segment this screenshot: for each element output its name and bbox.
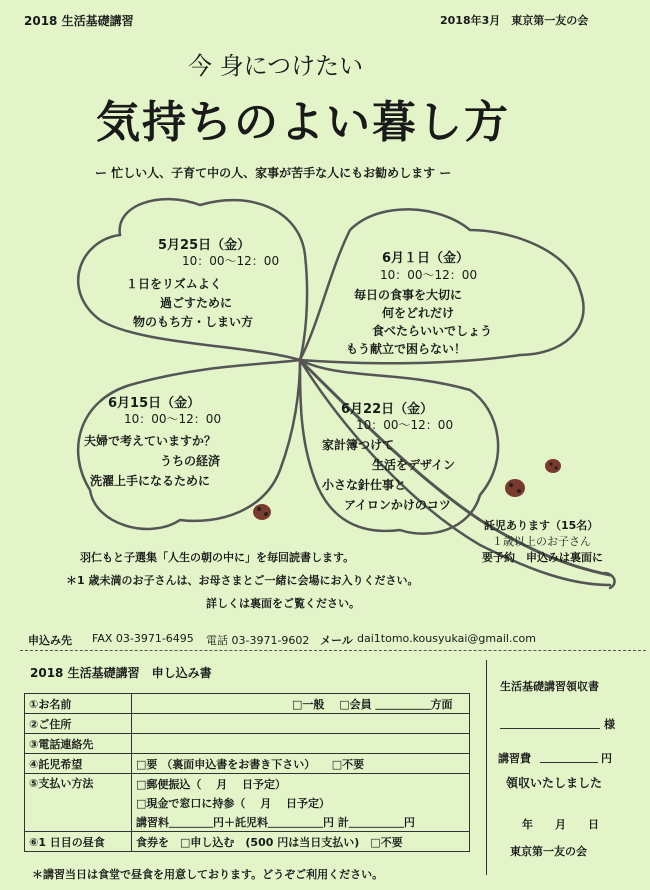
form-label: ③電話連絡先 (25, 734, 132, 754)
contact-tel: 電話 03-3971-9602 (206, 634, 310, 647)
header-left: 2018 生活基礎講習 (24, 14, 134, 28)
details-note: 詳しくは裏面をご覧ください。 (206, 597, 360, 610)
receipt-date: 年 月 日 (522, 818, 599, 831)
form-value[interactable]: 食券を □申し込む (500 円は当日支払い) □不要 (132, 832, 470, 852)
session-3-line: 夫婦で考えていますか？ (84, 434, 217, 448)
childcare-line2: 要予約 申込みは裏面に (482, 551, 603, 564)
session-1-line: １日をリズムよく (126, 277, 222, 291)
tagline: ー 忙しい人、子育て中の人、家事が苦手な人にもお勧めします ー (95, 166, 452, 180)
header-right: 2018年3月 東京第一友の会 (440, 14, 589, 27)
session-3-time: 10：00〜12：00 (124, 412, 222, 426)
session-1-time: 10：00〜12：00 (182, 254, 280, 268)
form-label: ①お名前 (25, 694, 132, 714)
form-label: ⑥1 日目の昼食 (25, 832, 132, 852)
form-row (25, 694, 470, 714)
form-value[interactable] (132, 734, 470, 754)
form-value[interactable]: □現金で窓口に持参（ 月 日予定） (132, 793, 470, 812)
ladybug-icon (505, 479, 525, 497)
form-label: ④託児希望 (25, 754, 132, 774)
session-4-date: 6月22日（金） (341, 402, 434, 417)
session-2-line: 毎日の食事を大切に (354, 288, 463, 302)
ladybug-icon (253, 504, 271, 520)
session-2-line: 食べたらいいでしょう (372, 324, 493, 338)
form-row (25, 734, 470, 754)
session-2-time: 10：00〜12：00 (380, 268, 478, 282)
form-row (25, 774, 470, 794)
receipt-fee-line[interactable] (540, 752, 598, 763)
receipt-fee-label: 講習費 (498, 752, 531, 765)
receipt-name-line[interactable] (500, 718, 600, 729)
session-4-line: アイロンかけのコツ (344, 498, 451, 512)
form-value[interactable]: □要 （裏面申込書をお書き下さい） □不要 (132, 754, 470, 774)
receipt-yen: 円 (601, 752, 612, 765)
title-main: 気持ちのよい暮し方 (96, 97, 510, 148)
receipt-sama: 様 (604, 718, 615, 731)
application-form (24, 693, 470, 852)
form-value[interactable]: □郵便振込（ 月 日予定） (132, 774, 470, 794)
form-row (25, 754, 470, 774)
contact-fax: FAX 03-3971-6495 (92, 632, 194, 645)
session-2-date: 6月１日（金） (382, 251, 470, 266)
receipt-received: 領収いたしました (506, 776, 603, 790)
title-sub: 今 身につけたい (188, 52, 364, 80)
form-row (25, 714, 470, 734)
session-1-date: 5月25日（金） (158, 238, 251, 253)
infant-note: ＊1 歳未満のお子さんは、お母さまとご一緒に会場にお入りください。 (66, 574, 419, 587)
session-3-line: うちの経済 (160, 454, 221, 468)
session-3-line: 洗濯上手になるために (90, 474, 211, 488)
session-4-time: 10：00〜12：00 (356, 418, 454, 432)
form-value[interactable]: 講習料＿＿＿＿円＋託児料＿＿＿＿＿円 計＿＿＿＿＿円 (132, 812, 470, 832)
childcare-line1: １歳以上のお子さん (492, 535, 591, 548)
session-3-date: 6月15日（金） (108, 396, 201, 411)
form-title: 2018 生活基礎講習 申し込み書 (30, 666, 212, 680)
form-label: ②ご住所 (25, 714, 132, 734)
childcare-title: 託児あります（15名） (484, 519, 599, 532)
session-2-line: もう献立で困らない！ (346, 342, 467, 356)
session-4-line: 生活をデザイン (372, 458, 456, 472)
form-footnote: ＊講習当日は食堂で昼食を用意しております。どうぞご利用ください。 (32, 868, 384, 881)
session-1-line: 物のもち方・しまい方 (133, 315, 254, 329)
session-1-line: 過ごすために (160, 296, 233, 310)
receipt-title: 生活基礎講習領収書 (500, 680, 599, 693)
ladybug-icon (545, 459, 561, 473)
receipt-org: 東京第一友の会 (510, 845, 587, 858)
contact-mail-label: メール (320, 634, 353, 647)
form-value[interactable] (132, 714, 470, 734)
form-value[interactable]: □一般 □会員 ＿＿＿＿＿方面 (132, 694, 470, 714)
session-4-line: 小さな針仕事と (322, 478, 407, 492)
contact-email[interactable]: dai1tomo.kousyukai@gmail.com (357, 632, 536, 645)
form-row (25, 832, 470, 852)
contact-label: 申込み先 (28, 634, 72, 647)
session-2-line: 何をどれだけ (382, 306, 455, 320)
form-label: ⑤支払い方法 (25, 774, 132, 832)
dashed-divider (20, 650, 646, 651)
reading-note: 羽仁もと子選集「人生の朝の中に」を毎回読書します。 (80, 551, 355, 564)
session-4-line: 家計簿つけて (322, 438, 395, 452)
